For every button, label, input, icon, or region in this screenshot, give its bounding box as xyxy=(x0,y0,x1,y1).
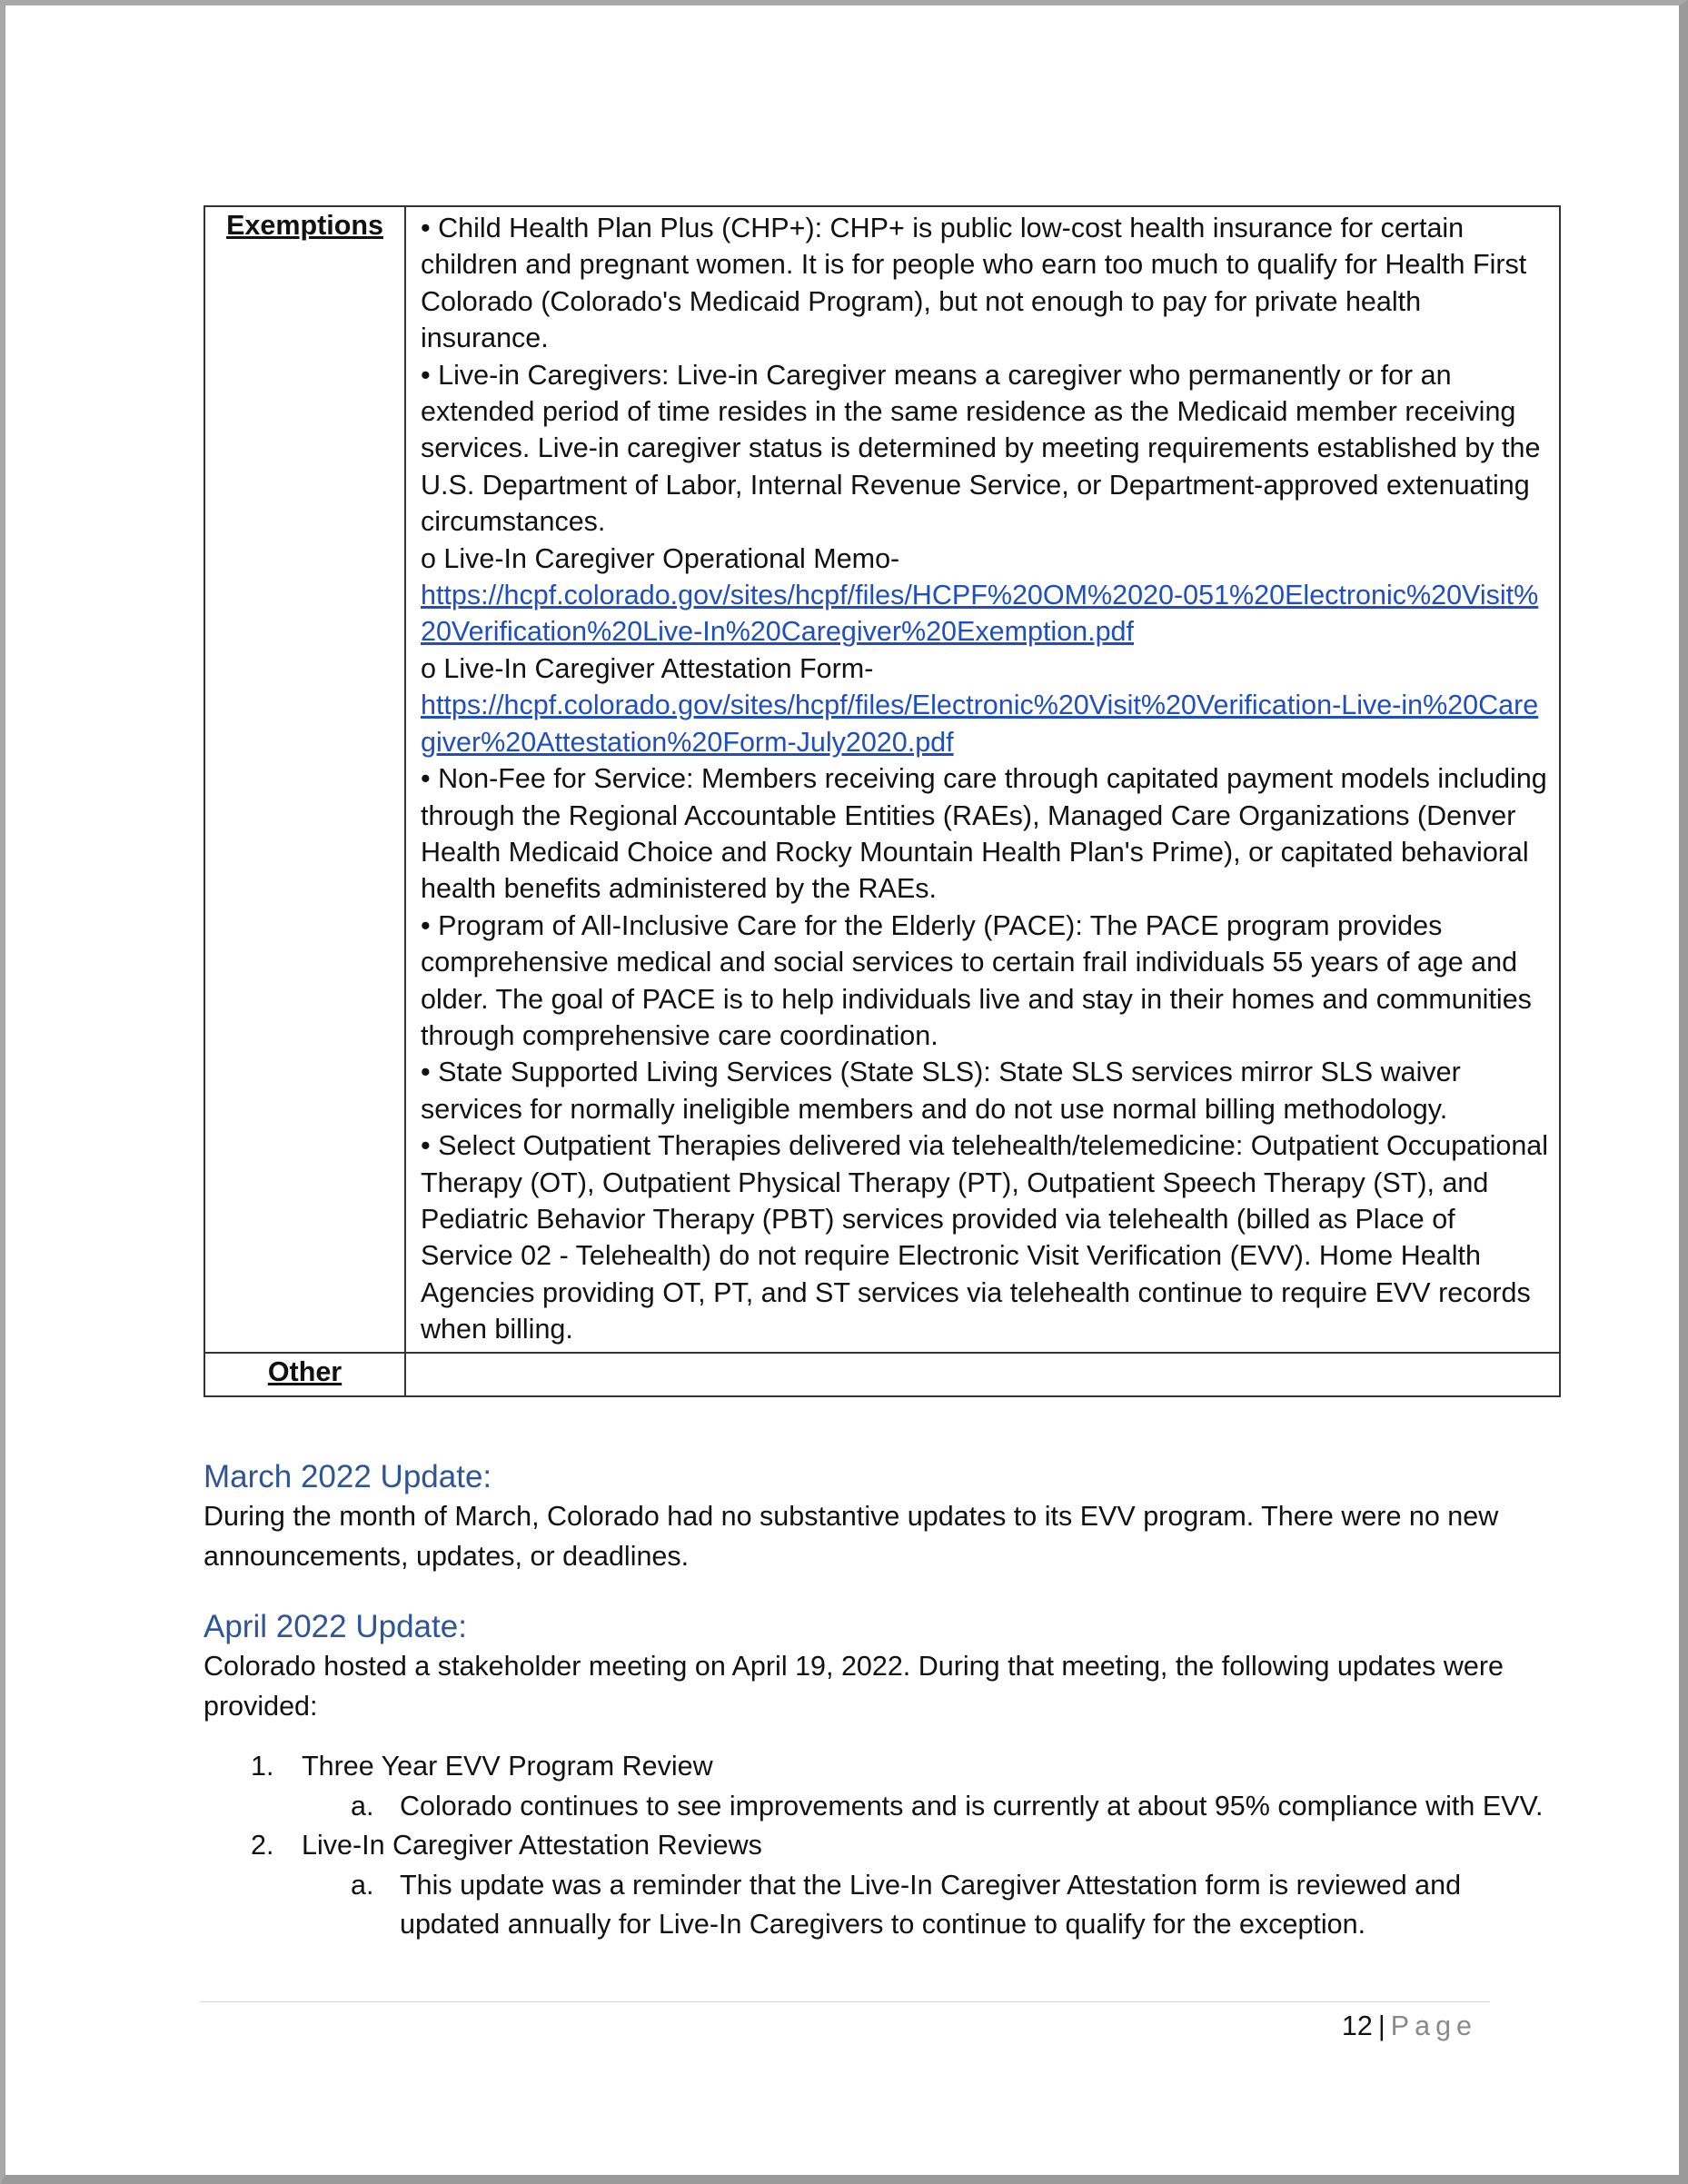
exemption-pace: • Program of All-Inclusive Care for the Elderly (PACE): The PACE program provides comprehensive medical and social services to certain frail individuals 55 years of age and older. The goal of PACE is to help individuals live and stay in their homes and communities through comprehensive care coordination. xyxy=(421,909,1532,1051)
april-update-intro: Colorado hosted a stakeholder meeting on April 19, 2022. During that meeting, the following updates were provided: xyxy=(204,1651,1504,1722)
table-row xyxy=(204,206,1560,1353)
attestation-form-link[interactable]: https://hcpf.colorado.gov/sites/hcpf/files/Electronic%20Visit%20Verification-Live-in%20Caregiver%20Attestation%20Form-July2020.pdf xyxy=(421,690,1539,758)
sub-item-letter: a. xyxy=(351,1790,374,1822)
april-update-list xyxy=(204,1747,1561,1945)
exemption-live-in-caregivers: • Live-in Caregivers: Live-in Caregiver means a caregiver who permanently or for an extended period of time resides in the same residence as the Medicaid member receiving services. Live-in caregiver status is determined by meeting requirements established by the U.S. Department of Labor, Internal Revenue Service, or Department-approved extenuating circumstances. xyxy=(421,359,1541,538)
exemptions-content xyxy=(405,206,1560,1353)
page-content xyxy=(204,205,1561,1945)
footer-divider xyxy=(200,2001,1490,2002)
exemptions-table xyxy=(204,205,1561,1397)
attestation-form-label: o Live-In Caregiver Attestation Form- xyxy=(421,652,874,684)
page-number: 12 xyxy=(1341,2010,1373,2041)
march-update-heading: March 2022 Update: xyxy=(204,1459,492,1494)
sub-item-text: This update was a reminder that the Live-In Caregiver Attestation form is reviewed and updated annually for Live-In Caregivers to continue to qualify for the exception. xyxy=(400,1869,1462,1940)
list-item-title: Live-In Caregiver Attestation Reviews xyxy=(302,1830,762,1861)
april-update-heading: April 2022 Update: xyxy=(204,1609,467,1644)
row-label-other: Other xyxy=(204,1353,405,1396)
exemption-non-fee-for-service: • Non-Fee for Service: Members receiving care through capitated payment models including through the Regional Accountable Entities (RAEs), Managed Care Organizations (Denver Health Medicaid Choice and Rocky Mountain Health Plan's Prime), or capitated behavioral health benefits administered by the RAEs. xyxy=(421,763,1547,905)
exemption-chp-plus: • Child Health Plan Plus (CHP+): CHP+ is public low-cost health insurance for certain children and pregnant women. It is for people who earn too much to qualify for Health First Colorado (Colorado's Medicaid Program), but not enough to pay for private health insurance. xyxy=(421,213,1527,354)
page-footer xyxy=(1342,2008,1477,2044)
list-item-number: 2. xyxy=(251,1830,274,1861)
sub-item-text: Colorado continues to see improvements and is currently at about 95% compliance with EVV. xyxy=(400,1790,1544,1822)
march-update-body: During the month of March, Colorado had no substantive updates to its EVV program. There were no new announcements, updates, or deadlines. xyxy=(204,1501,1499,1572)
list-item xyxy=(204,1826,1561,1945)
other-content xyxy=(405,1353,1560,1396)
footer-separator: | xyxy=(1377,2010,1385,2041)
operational-memo-label: o Live-In Caregiver Operational Memo- xyxy=(421,542,900,574)
exemption-outpatient-therapies: • Select Outpatient Therapies delivered via telehealth/telemedicine: Outpatient Occupational Therapy (OT), Outpatient Physical Therapy (PT), Outpatient Speech Therapy (ST), and Pediatric Behavior Therapy (PBT) services provided via telehealth (billed as Place of Service 02 - Telehealth) do not require Electronic Visit Verification (EVV). Home Health Agencies providing OT, PT, and ST services via telehealth continue to require EVV records when billing. xyxy=(421,1130,1549,1345)
list-item xyxy=(204,1747,1561,1826)
list-item-number: 1. xyxy=(251,1751,274,1782)
exemption-state-sls: • State Supported Living Services (State SLS): State SLS services mirror SLS waiver services for normally ineligible members and do not use normal billing methodology. xyxy=(421,1057,1461,1125)
sub-item-letter: a. xyxy=(351,1869,374,1901)
table-row xyxy=(204,1353,1560,1396)
list-item-title: Three Year EVV Program Review xyxy=(302,1751,713,1782)
page-word: Page xyxy=(1390,2010,1477,2041)
row-label-exemptions: Exemptions xyxy=(204,206,405,1353)
operational-memo-link[interactable]: https://hcpf.colorado.gov/sites/hcpf/files/HCPF%20OM%2020-051%20Electronic%20Visit%20Verification%20Live-In%20Caregiver%20Exemption.pdf xyxy=(421,580,1539,648)
